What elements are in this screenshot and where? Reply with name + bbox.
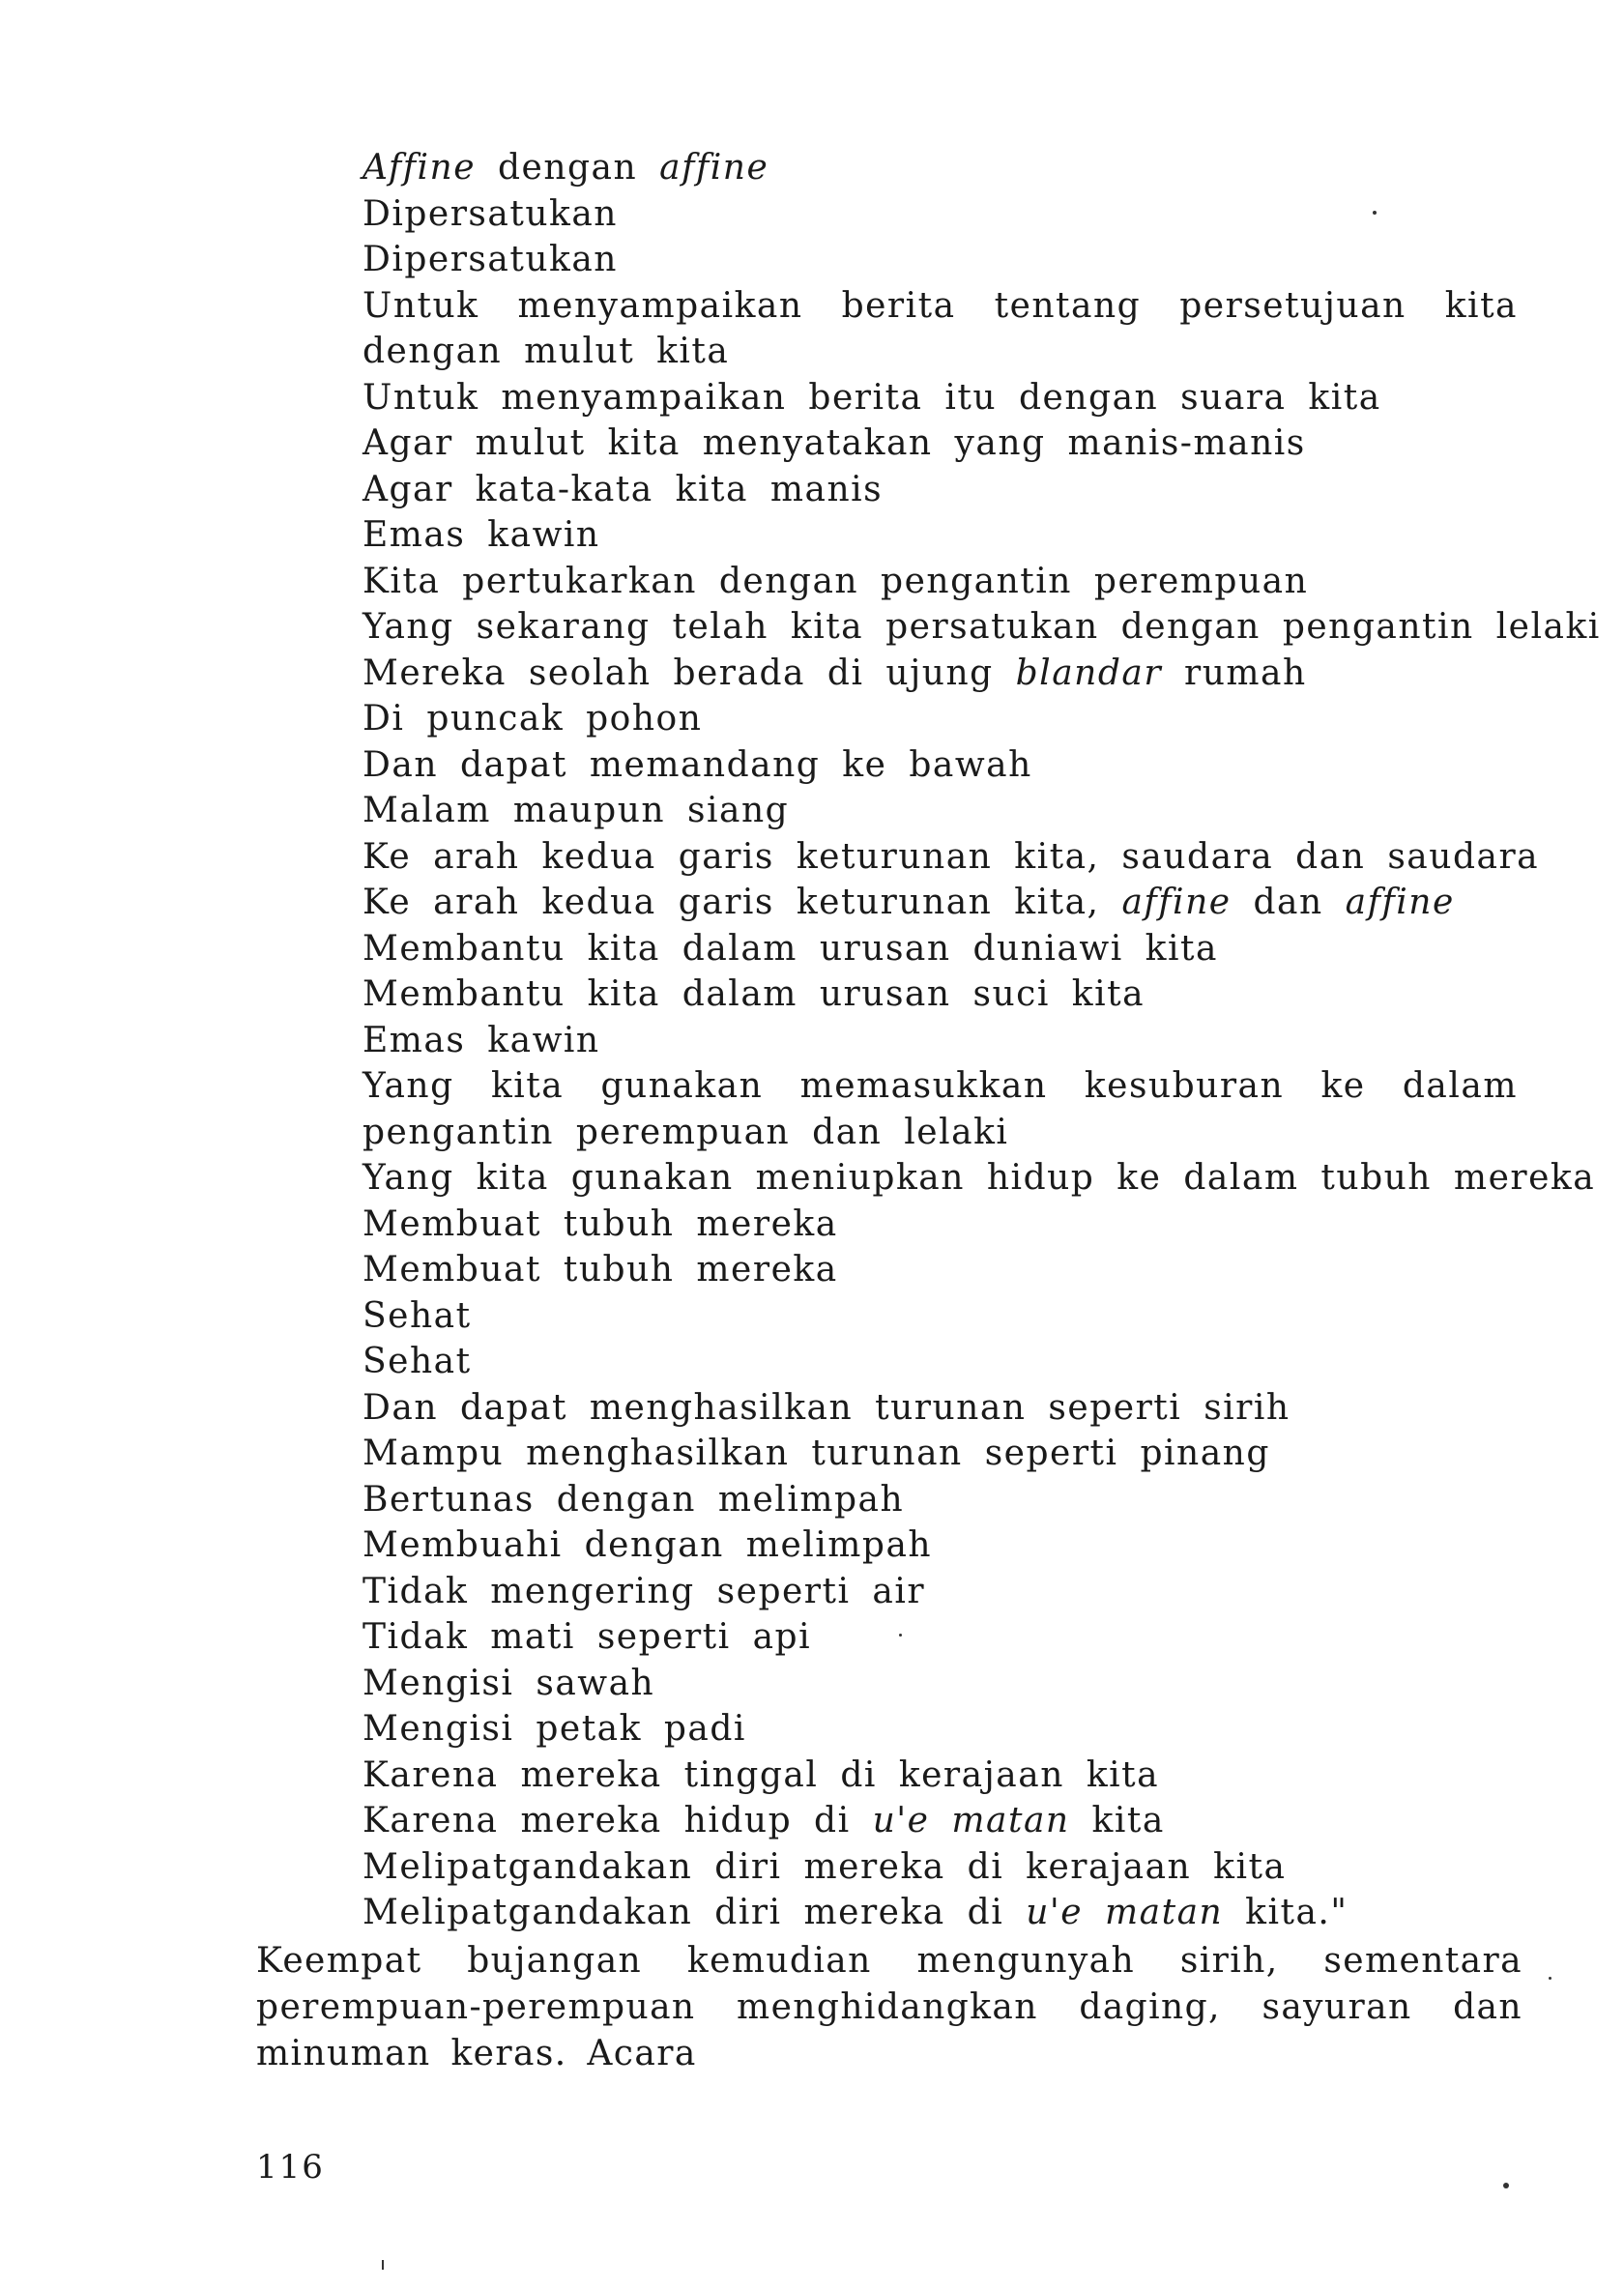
poem-text: Bertunas dengan melimpah [362, 1479, 905, 1520]
poem-text: Membantu kita dalam urusan duniawi kita [362, 928, 1218, 969]
poem-text: Mengisi petak padi [362, 1709, 746, 1749]
poem-text: Mereka seolah berada di ujung [362, 652, 1016, 693]
poem-line [362, 1661, 1522, 1707]
poem-text: Ke arah kedua garis keturunan kita, saudara dan saudara [362, 836, 1540, 877]
poem-line [362, 651, 1522, 697]
poem-italic-term: affine [1345, 883, 1455, 922]
poem-text: Tidak mati seperti api [362, 1617, 812, 1657]
poem-line [362, 1614, 1522, 1661]
poem-line [362, 1339, 1522, 1385]
poem-text: Malam maupun siang [362, 791, 790, 830]
poem-text: Sehat [362, 1342, 472, 1381]
poem-line [362, 283, 1518, 375]
poem-line [362, 1706, 1522, 1753]
poem-text: Kita pertukarkan dengan pengantin perempuan [362, 561, 1309, 601]
poem-text: dan [1231, 883, 1346, 922]
poem-line [362, 1753, 1522, 1799]
poem-text: Melipatgandakan diri mereka di kerajaan kita [362, 1846, 1287, 1887]
poem-text: Yang kita gunakan memasukkan kesuburan ke dalam pengantin perempuan dan lelaki [362, 1066, 1518, 1152]
poem-italic-term: affine [659, 148, 769, 188]
poem-text: kita." [1223, 1893, 1348, 1932]
poem-text: Yang sekarang telah kita persatukan dengan pengantin lelaki [362, 607, 1601, 647]
scan-speck [1549, 1977, 1552, 1980]
poem-text: Agar mulut kita menyatakan yang manis-manis [362, 423, 1306, 463]
poem-line [362, 559, 1522, 605]
poem-italic-term: blandar [1015, 652, 1163, 693]
scan-speck [1373, 211, 1377, 215]
poem-text: kita [1069, 1801, 1165, 1840]
poem-text: Membantu kita dalam urusan suci kita [362, 974, 1146, 1014]
poem-line [362, 696, 1522, 742]
poem-italic-term: Affine [362, 148, 477, 188]
poem-line [362, 971, 1522, 1018]
poem-line [362, 788, 1522, 834]
prose-paragraph [256, 1938, 1522, 2077]
poem-text: Membuahi dengan melimpah [362, 1525, 933, 1565]
poem-line [362, 1385, 1522, 1432]
poem-text: Emas kawin [362, 515, 600, 555]
poem-line [362, 880, 1522, 926]
poem-italic-term: u'e matan [872, 1801, 1070, 1840]
poem-text: Emas kawin [362, 1020, 600, 1060]
poem-line [362, 926, 1522, 972]
poem-text: rumah [1162, 652, 1307, 693]
poem-line [362, 145, 1522, 191]
poem-text: Untuk menyampaikan berita itu dengan suara kita [362, 377, 1381, 418]
poem-line [362, 1844, 1522, 1891]
poem-line [362, 742, 1522, 789]
poem-line [362, 1890, 1522, 1936]
poem-block [362, 145, 1601, 1936]
poem-line [362, 1569, 1522, 1615]
poem-line [362, 1202, 1522, 1248]
poem-line [362, 1155, 1596, 1202]
scan-speck [382, 2260, 384, 2270]
poem-text: Melipatgandakan diri mereka di [362, 1893, 1027, 1932]
poem-text: Yang kita gunakan meniupkan hidup ke dalam tubuh mereka [362, 1158, 1596, 1198]
poem-line [362, 1247, 1522, 1293]
poem-text: Dan dapat memandang ke bawah [362, 744, 1032, 785]
scan-speck [1503, 2183, 1509, 2188]
poem-line [362, 420, 1522, 467]
poem-line [362, 512, 1522, 559]
poem-line [362, 1063, 1518, 1155]
prose-text: Keempat bujangan kemudian mengunyah sirih, sementara perempuan-perempuan menghidangkan daging, sayuran dan minuman keras. Acara [256, 1941, 1522, 2073]
poem-text: Untuk menyampaikan berita tentang persetujuan kita dengan mulut kita [362, 285, 1518, 371]
poem-text: Membuat tubuh mereka [362, 1203, 838, 1244]
poem-line [362, 1293, 1522, 1340]
poem-line [362, 375, 1522, 421]
poem-line [362, 237, 1522, 283]
poem-text: Dipersatukan [362, 240, 618, 279]
poem-text: Mengisi sawah [362, 1663, 655, 1703]
poem-line [362, 604, 1601, 651]
poem-text: Karena mereka hidup di [362, 1801, 873, 1840]
poem-line [362, 467, 1522, 513]
page-number: 116 [256, 2148, 325, 2187]
poem-text: Karena mereka tinggal di kerajaan kita [362, 1754, 1160, 1795]
poem-text: Sehat [362, 1295, 472, 1336]
poem-line [362, 1522, 1522, 1569]
poem-text: Ke arah kedua garis keturunan kita, [362, 883, 1122, 922]
poem-italic-term: affine [1121, 883, 1232, 922]
poem-line [362, 834, 1540, 881]
poem-text: Mampu menghasilkan turunan seperti pinang [362, 1434, 1270, 1473]
poem-text: dengan [476, 148, 660, 188]
poem-line [362, 1798, 1522, 1844]
poem-line [362, 1018, 1522, 1064]
poem-text: Tidak mengering seperti air [362, 1571, 926, 1611]
poem-text: Agar kata-kata kita manis [362, 469, 884, 509]
scan-speck [899, 1634, 902, 1637]
poem-italic-term: u'e matan [1026, 1893, 1224, 1932]
poem-text: Dan dapat menghasilkan turunan seperti sirih [362, 1387, 1290, 1428]
poem-line [362, 191, 1522, 238]
poem-text: Di puncak pohon [362, 699, 703, 739]
poem-line [362, 1431, 1522, 1477]
poem-text: Membuat tubuh mereka [362, 1250, 838, 1289]
poem-text: Dipersatukan [362, 193, 618, 234]
poem-line [362, 1477, 1522, 1523]
